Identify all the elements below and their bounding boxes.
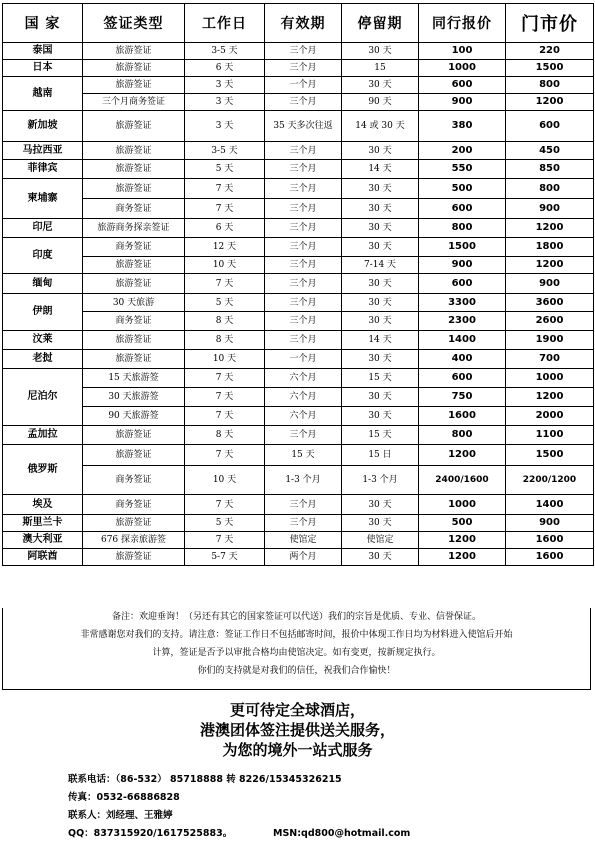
cell-agent: 600 xyxy=(419,77,506,94)
table-row xyxy=(3,331,594,350)
cell-valid: 三个月 xyxy=(265,257,342,274)
cell-retail: 1600 xyxy=(506,549,594,566)
country-cell: 新加坡 xyxy=(3,111,83,142)
table-row xyxy=(3,549,594,566)
cell-work: 3 天 xyxy=(185,94,265,111)
cell-valid: 三个月 xyxy=(265,495,342,515)
cell-work: 8 天 xyxy=(185,426,265,445)
cell-stay: 30 天 xyxy=(342,238,419,257)
cell-agent: 380 xyxy=(419,111,506,142)
country-cell: 老挝 xyxy=(3,350,83,369)
table-row xyxy=(3,350,594,369)
slogan-line-3: 为您的境外一站式服务 xyxy=(222,741,373,759)
country-cell: 伊朗 xyxy=(3,294,83,331)
table-row xyxy=(3,274,594,294)
cell-stay: 30 天 xyxy=(342,77,419,94)
cell-valid: 35 天多次往返 xyxy=(265,111,342,142)
cell-work: 5 天 xyxy=(185,515,265,532)
cell-stay: 30 天 xyxy=(342,43,419,60)
cell-stay: 30 天 xyxy=(342,549,419,566)
cell-agent: 600 xyxy=(419,199,506,219)
cell-stay: 14 天 xyxy=(342,160,419,179)
cell-work: 6 天 xyxy=(185,219,265,238)
cell-retail: 2600 xyxy=(506,312,594,331)
table-row xyxy=(3,219,594,238)
table-row xyxy=(3,445,594,466)
cell-valid: 三个月 xyxy=(265,312,342,331)
cell-type: 旅游签证 xyxy=(83,515,185,532)
table-row xyxy=(3,294,594,312)
cell-agent: 1200 xyxy=(419,532,506,549)
country-cell: 日本 xyxy=(3,60,83,77)
cell-work: 7 天 xyxy=(185,274,265,294)
cell-type: 旅游签证 xyxy=(83,179,185,199)
table-row xyxy=(3,199,594,219)
contact-qq: QQ：837315920/1617525883。 xyxy=(68,828,233,839)
cell-type: 商务签证 xyxy=(83,495,185,515)
cell-work: 10 天 xyxy=(185,466,265,495)
cell-agent: 1000 xyxy=(419,495,506,515)
cell-stay: 15 xyxy=(342,60,419,77)
cell-type: 旅游签证 xyxy=(83,274,185,294)
cell-agent: 2300 xyxy=(419,312,506,331)
cell-valid: 使馆定 xyxy=(265,532,342,549)
table-row xyxy=(3,495,594,515)
cell-retail: 220 xyxy=(506,43,594,60)
table-row xyxy=(3,179,594,199)
cell-valid: 15 天 xyxy=(265,445,342,466)
cell-stay: 30 天 xyxy=(342,312,419,331)
table-row xyxy=(3,515,594,532)
cell-retail: 800 xyxy=(506,179,594,199)
cell-agent: 100 xyxy=(419,43,506,60)
cell-work: 7 天 xyxy=(185,532,265,549)
country-cell: 斯里兰卡 xyxy=(3,515,83,532)
country-cell: 柬埔寨 xyxy=(3,179,83,219)
cell-work: 7 天 xyxy=(185,388,265,407)
cell-retail: 1200 xyxy=(506,219,594,238)
cell-stay: 30 天 xyxy=(342,274,419,294)
table-row xyxy=(3,94,594,111)
table-row xyxy=(3,312,594,331)
country-cell: 马拉西亚 xyxy=(3,142,83,160)
cell-work: 3-5 天 xyxy=(185,142,265,160)
cell-retail: 900 xyxy=(506,199,594,219)
country-cell: 印度 xyxy=(3,238,83,274)
table-row xyxy=(3,60,594,77)
cell-type: 旅游签证 xyxy=(83,142,185,160)
cell-type: 旅游签证 xyxy=(83,549,185,566)
table-row xyxy=(3,142,594,160)
cell-retail: 850 xyxy=(506,160,594,179)
cell-work: 3 天 xyxy=(185,77,265,94)
notes-line-3: 计算，签证是否予以审批合格均由使馆决定。如有变更，按新规定执行。 xyxy=(152,648,441,658)
cell-valid: 三个月 xyxy=(265,142,342,160)
cell-agent: 1500 xyxy=(419,238,506,257)
cell-valid: 三个月 xyxy=(265,515,342,532)
table-row xyxy=(3,43,594,60)
cell-stay: 30 天 xyxy=(342,219,419,238)
cell-type: 旅游签证 xyxy=(83,257,185,274)
cell-stay: 30 天 xyxy=(342,199,419,219)
cell-type: 15 天旅游签 xyxy=(83,369,185,388)
cell-stay: 15 日 xyxy=(342,445,419,466)
cell-work: 5 天 xyxy=(185,294,265,312)
cell-valid: 三个月 xyxy=(265,426,342,445)
country-cell: 埃及 xyxy=(3,495,83,515)
cell-stay: 14 天 xyxy=(342,331,419,350)
cell-valid: 一个月 xyxy=(265,77,342,94)
cell-type: 旅游签证 xyxy=(83,43,185,60)
cell-stay: 30 天 xyxy=(342,495,419,515)
cell-work: 5-7 天 xyxy=(185,549,265,566)
table-row xyxy=(3,77,594,94)
country-cell: 汶莱 xyxy=(3,331,83,350)
cell-valid: 三个月 xyxy=(265,60,342,77)
cell-agent: 900 xyxy=(419,257,506,274)
cell-valid: 两个月 xyxy=(265,549,342,566)
cell-agent: 3300 xyxy=(419,294,506,312)
header-retail-price: 门市价 xyxy=(506,4,594,43)
country-cell: 阿联酋 xyxy=(3,549,83,566)
cell-retail: 3600 xyxy=(506,294,594,312)
cell-agent: 800 xyxy=(419,426,506,445)
country-cell: 缅甸 xyxy=(3,274,83,294)
cell-retail: 2200/1200 xyxy=(506,466,594,495)
cell-valid: 三个月 xyxy=(265,160,342,179)
cell-retail: 1800 xyxy=(506,238,594,257)
cell-valid: 三个月 xyxy=(265,294,342,312)
cell-agent: 2400/1600 xyxy=(419,466,506,495)
cell-valid: 三个月 xyxy=(265,179,342,199)
cell-type: 旅游签证 xyxy=(83,350,185,369)
cell-stay: 30 天 xyxy=(342,142,419,160)
table-row xyxy=(3,426,594,445)
cell-valid: 三个月 xyxy=(265,199,342,219)
cell-work: 7 天 xyxy=(185,407,265,426)
contact-fax: 传真：0532-66886828 xyxy=(68,792,180,803)
cell-work: 7 天 xyxy=(185,369,265,388)
cell-type: 30 天旅游签 xyxy=(83,388,185,407)
cell-retail: 450 xyxy=(506,142,594,160)
cell-stay: 30 天 xyxy=(342,350,419,369)
table-row xyxy=(3,160,594,179)
cell-type: 676 探亲旅游签 xyxy=(83,532,185,549)
cell-type: 旅游签证 xyxy=(83,111,185,142)
cell-type: 旅游签证 xyxy=(83,77,185,94)
cell-type: 三个月商务签证 xyxy=(83,94,185,111)
cell-valid: 六个月 xyxy=(265,388,342,407)
cell-type: 商务签证 xyxy=(83,312,185,331)
cell-stay: 使馆定 xyxy=(342,532,419,549)
cell-retail: 600 xyxy=(506,111,594,142)
cell-agent: 1200 xyxy=(419,549,506,566)
notes-line-2: 非常感谢您对我们的支持。请注意：签证工作日不包括邮寄时间，报价中体现工作日均为材料进入使馆后开始 xyxy=(80,630,513,640)
cell-retail: 1500 xyxy=(506,445,594,466)
table-row xyxy=(3,369,594,388)
cell-agent: 1600 xyxy=(419,407,506,426)
contact-info xyxy=(68,771,411,843)
cell-retail: 1500 xyxy=(506,60,594,77)
cell-valid: 三个月 xyxy=(265,94,342,111)
cell-type: 旅游签证 xyxy=(83,331,185,350)
header-country: 国 家 xyxy=(3,4,83,43)
cell-work: 5 天 xyxy=(185,160,265,179)
cell-valid: 1-3 个月 xyxy=(265,466,342,495)
cell-work: 7 天 xyxy=(185,445,265,466)
slogan-line-1: 更可待定全球酒店， xyxy=(229,701,365,719)
cell-stay: 15 天 xyxy=(342,369,419,388)
cell-retail: 1200 xyxy=(506,94,594,111)
cell-retail: 800 xyxy=(506,77,594,94)
header-validity: 有效期 xyxy=(265,4,342,43)
cell-agent: 800 xyxy=(419,219,506,238)
header-agent-price: 同行报价 xyxy=(419,4,506,43)
notes-line-4: 你们的支持就是对我们的信任，祝我们合作愉快！ xyxy=(197,666,396,676)
cell-type: 30 天旅游 xyxy=(83,294,185,312)
cell-retail: 1600 xyxy=(506,532,594,549)
table-row xyxy=(3,532,594,549)
contact-msn: MSN:qd800@hotmail.com xyxy=(273,828,411,839)
notes-line-1: 备注：欢迎垂询！（另还有其它的国家签证可以代送）我们的宗旨是优质、专业、信誉保证。 xyxy=(111,612,481,622)
cell-agent: 1400 xyxy=(419,331,506,350)
cell-valid: 六个月 xyxy=(265,369,342,388)
visa-price-table xyxy=(2,3,594,566)
table-row xyxy=(3,111,594,142)
slogan-line-2: 港澳团体签注提供送关服务， xyxy=(199,721,395,739)
slogan xyxy=(0,700,595,760)
cell-stay: 30 天 xyxy=(342,515,419,532)
contact-phone: 联系电话：（86-532） 85718888 转 8226/15345326215 xyxy=(68,774,342,785)
country-cell: 越南 xyxy=(3,77,83,111)
cell-retail: 1400 xyxy=(506,495,594,515)
cell-agent: 900 xyxy=(419,94,506,111)
cell-type: 旅游商务探亲签证 xyxy=(83,219,185,238)
cell-retail: 1100 xyxy=(506,426,594,445)
cell-valid: 一个月 xyxy=(265,350,342,369)
country-cell: 澳大利亚 xyxy=(3,532,83,549)
table-row xyxy=(3,238,594,257)
cell-stay: 15 天 xyxy=(342,426,419,445)
cell-retail: 1000 xyxy=(506,369,594,388)
cell-valid: 三个月 xyxy=(265,43,342,60)
cell-type: 商务签证 xyxy=(83,199,185,219)
cell-stay: 7-14 天 xyxy=(342,257,419,274)
cell-work: 3 天 xyxy=(185,111,265,142)
country-cell: 尼泊尔 xyxy=(3,369,83,426)
table-row xyxy=(3,466,594,495)
cell-retail: 1900 xyxy=(506,331,594,350)
cell-valid: 三个月 xyxy=(265,238,342,257)
header-stay: 停留期 xyxy=(342,4,419,43)
notes-box xyxy=(2,608,591,690)
table-header-row xyxy=(3,4,594,43)
cell-work: 7 天 xyxy=(185,495,265,515)
contact-person: 联系人：刘经理、王雅婷 xyxy=(68,810,173,821)
cell-agent: 500 xyxy=(419,515,506,532)
cell-agent: 200 xyxy=(419,142,506,160)
cell-work: 6 天 xyxy=(185,60,265,77)
cell-work: 8 天 xyxy=(185,312,265,331)
cell-work: 7 天 xyxy=(185,199,265,219)
cell-type: 旅游签证 xyxy=(83,60,185,77)
country-cell: 印尼 xyxy=(3,219,83,238)
cell-stay: 14 或 30 天 xyxy=(342,111,419,142)
cell-stay: 30 天 xyxy=(342,179,419,199)
cell-valid: 六个月 xyxy=(265,407,342,426)
country-cell: 泰国 xyxy=(3,43,83,60)
cell-work: 10 天 xyxy=(185,350,265,369)
country-cell: 俄罗斯 xyxy=(3,445,83,495)
cell-valid: 三个月 xyxy=(265,219,342,238)
cell-agent: 1200 xyxy=(419,445,506,466)
cell-work: 10 天 xyxy=(185,257,265,274)
cell-stay: 1-3 个月 xyxy=(342,466,419,495)
cell-work: 7 天 xyxy=(185,179,265,199)
cell-work: 3-5 天 xyxy=(185,43,265,60)
country-cell: 菲律宾 xyxy=(3,160,83,179)
cell-agent: 600 xyxy=(419,274,506,294)
country-cell: 孟加拉 xyxy=(3,426,83,445)
cell-stay: 90 天 xyxy=(342,94,419,111)
cell-type: 商务签证 xyxy=(83,466,185,495)
cell-retail: 1200 xyxy=(506,388,594,407)
table-row xyxy=(3,257,594,274)
table-row xyxy=(3,407,594,426)
cell-retail: 2000 xyxy=(506,407,594,426)
cell-agent: 550 xyxy=(419,160,506,179)
cell-stay: 30 天 xyxy=(342,407,419,426)
cell-valid: 三个月 xyxy=(265,274,342,294)
cell-retail: 900 xyxy=(506,515,594,532)
header-visa-type: 签证类型 xyxy=(83,4,185,43)
cell-retail: 900 xyxy=(506,274,594,294)
header-working-days: 工作日 xyxy=(185,4,265,43)
cell-agent: 600 xyxy=(419,369,506,388)
cell-type: 90 天旅游签 xyxy=(83,407,185,426)
cell-valid: 三个月 xyxy=(265,331,342,350)
cell-agent: 500 xyxy=(419,179,506,199)
table-row xyxy=(3,388,594,407)
cell-agent: 400 xyxy=(419,350,506,369)
cell-type: 旅游签证 xyxy=(83,160,185,179)
cell-work: 8 天 xyxy=(185,331,265,350)
cell-retail: 700 xyxy=(506,350,594,369)
cell-stay: 30 天 xyxy=(342,294,419,312)
cell-agent: 1000 xyxy=(419,60,506,77)
cell-type: 旅游签证 xyxy=(83,445,185,466)
cell-agent: 750 xyxy=(419,388,506,407)
cell-retail: 1200 xyxy=(506,257,594,274)
cell-type: 旅游签证 xyxy=(83,426,185,445)
cell-stay: 30 天 xyxy=(342,388,419,407)
cell-type: 商务签证 xyxy=(83,238,185,257)
cell-work: 12 天 xyxy=(185,238,265,257)
table-body xyxy=(3,43,594,566)
